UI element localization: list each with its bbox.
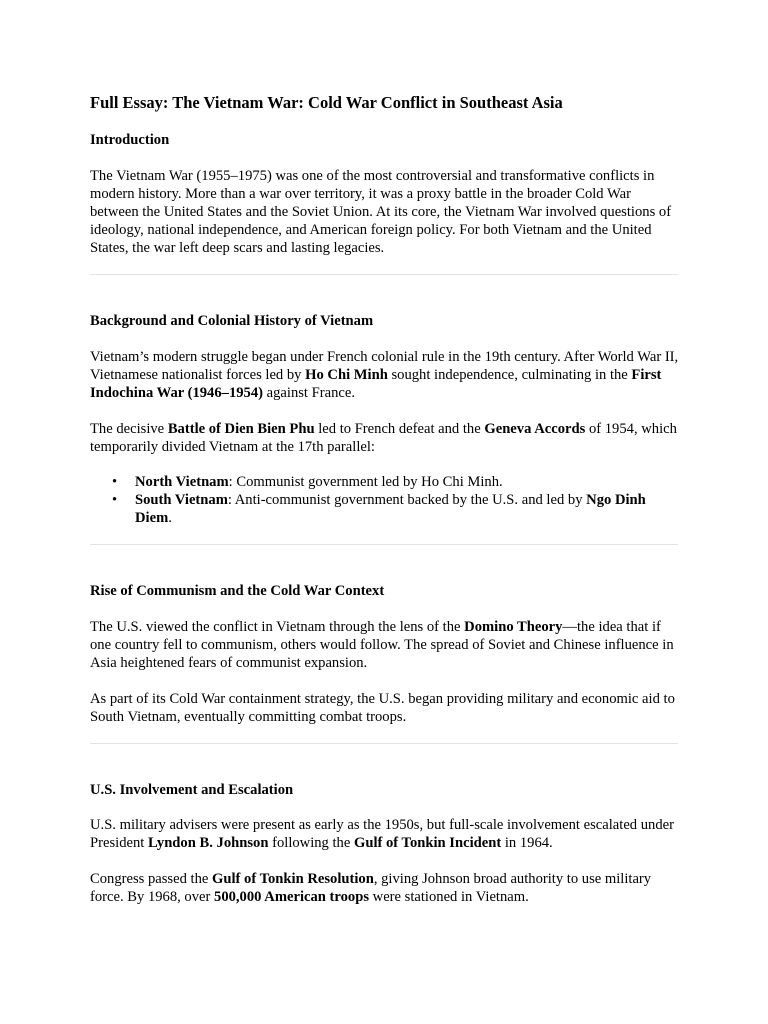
involvement-paragraph-1: U.S. military advisers were present as early as the 1950s, but full-scale involvement escalated under President Lyndon B. Johnson following the Gulf of Tonkin Incident in 1964.	[90, 817, 674, 851]
section-divider	[90, 743, 678, 744]
bullet-icon: •	[112, 474, 118, 490]
division-list	[90, 473, 680, 527]
heading-background: Background and Colonial History of Vietnam	[90, 313, 374, 329]
essay-title: Full Essay: The Vietnam War: Cold War Conflict in Southeast Asia	[90, 93, 563, 112]
bullet-icon: •	[112, 492, 118, 508]
list-item: • North Vietnam: Communist government led by Ho Chi Minh.	[112, 474, 503, 490]
background-paragraph-1: Vietnam’s modern struggle began under French colonial rule in the 19th century. After World War II, Vietnamese nationalist forces led by Ho Chi Minh sought independence, culminating in the First Indochina War (1946–1954) against France.	[90, 349, 679, 401]
section-divider	[90, 274, 678, 275]
list-item: • South Vietnam: Anti-communist government backed by the U.S. and led by Ngo Dinh Diem.	[112, 492, 646, 526]
intro-paragraph: The Vietnam War (1955–1975) was one of the most controversial and transformative conflicts in modern history. More than a war over territory, it was a proxy battle in the broader Cold War between the United States and the Soviet Union. At its core, the Vietnam War involved questions of ideology, national independence, and American foreign policy. For both Vietnam and the United States, the war left deep scars and lasting legacies.	[90, 168, 672, 256]
section-divider	[90, 544, 678, 545]
heading-rise-of-communism: Rise of Communism and the Cold War Context	[90, 583, 385, 599]
involvement-paragraph-2: Congress passed the Gulf of Tonkin Resolution, giving Johnson broad authority to use military force. By 1968, over 500,000 American troops were stationed in Vietnam.	[90, 871, 652, 905]
rise-paragraph-1: The U.S. viewed the conflict in Vietnam through the lens of the Domino Theory—the idea that if one country fell to communism, others would follow. The spread of Soviet and Chinese influence in Asia heightened fears of communist expansion.	[90, 619, 674, 671]
heading-introduction: Introduction	[90, 132, 170, 148]
rise-paragraph-2: As part of its Cold War containment strategy, the U.S. began providing military and economic aid to South Vietnam, eventually committing combat troops.	[90, 691, 675, 725]
background-paragraph-2: The decisive Battle of Dien Bien Phu led to French defeat and the Geneva Accords of 1954, which temporarily divided Vietnam at the 17th parallel:	[90, 421, 677, 455]
heading-us-involvement: U.S. Involvement and Escalation	[90, 782, 294, 798]
